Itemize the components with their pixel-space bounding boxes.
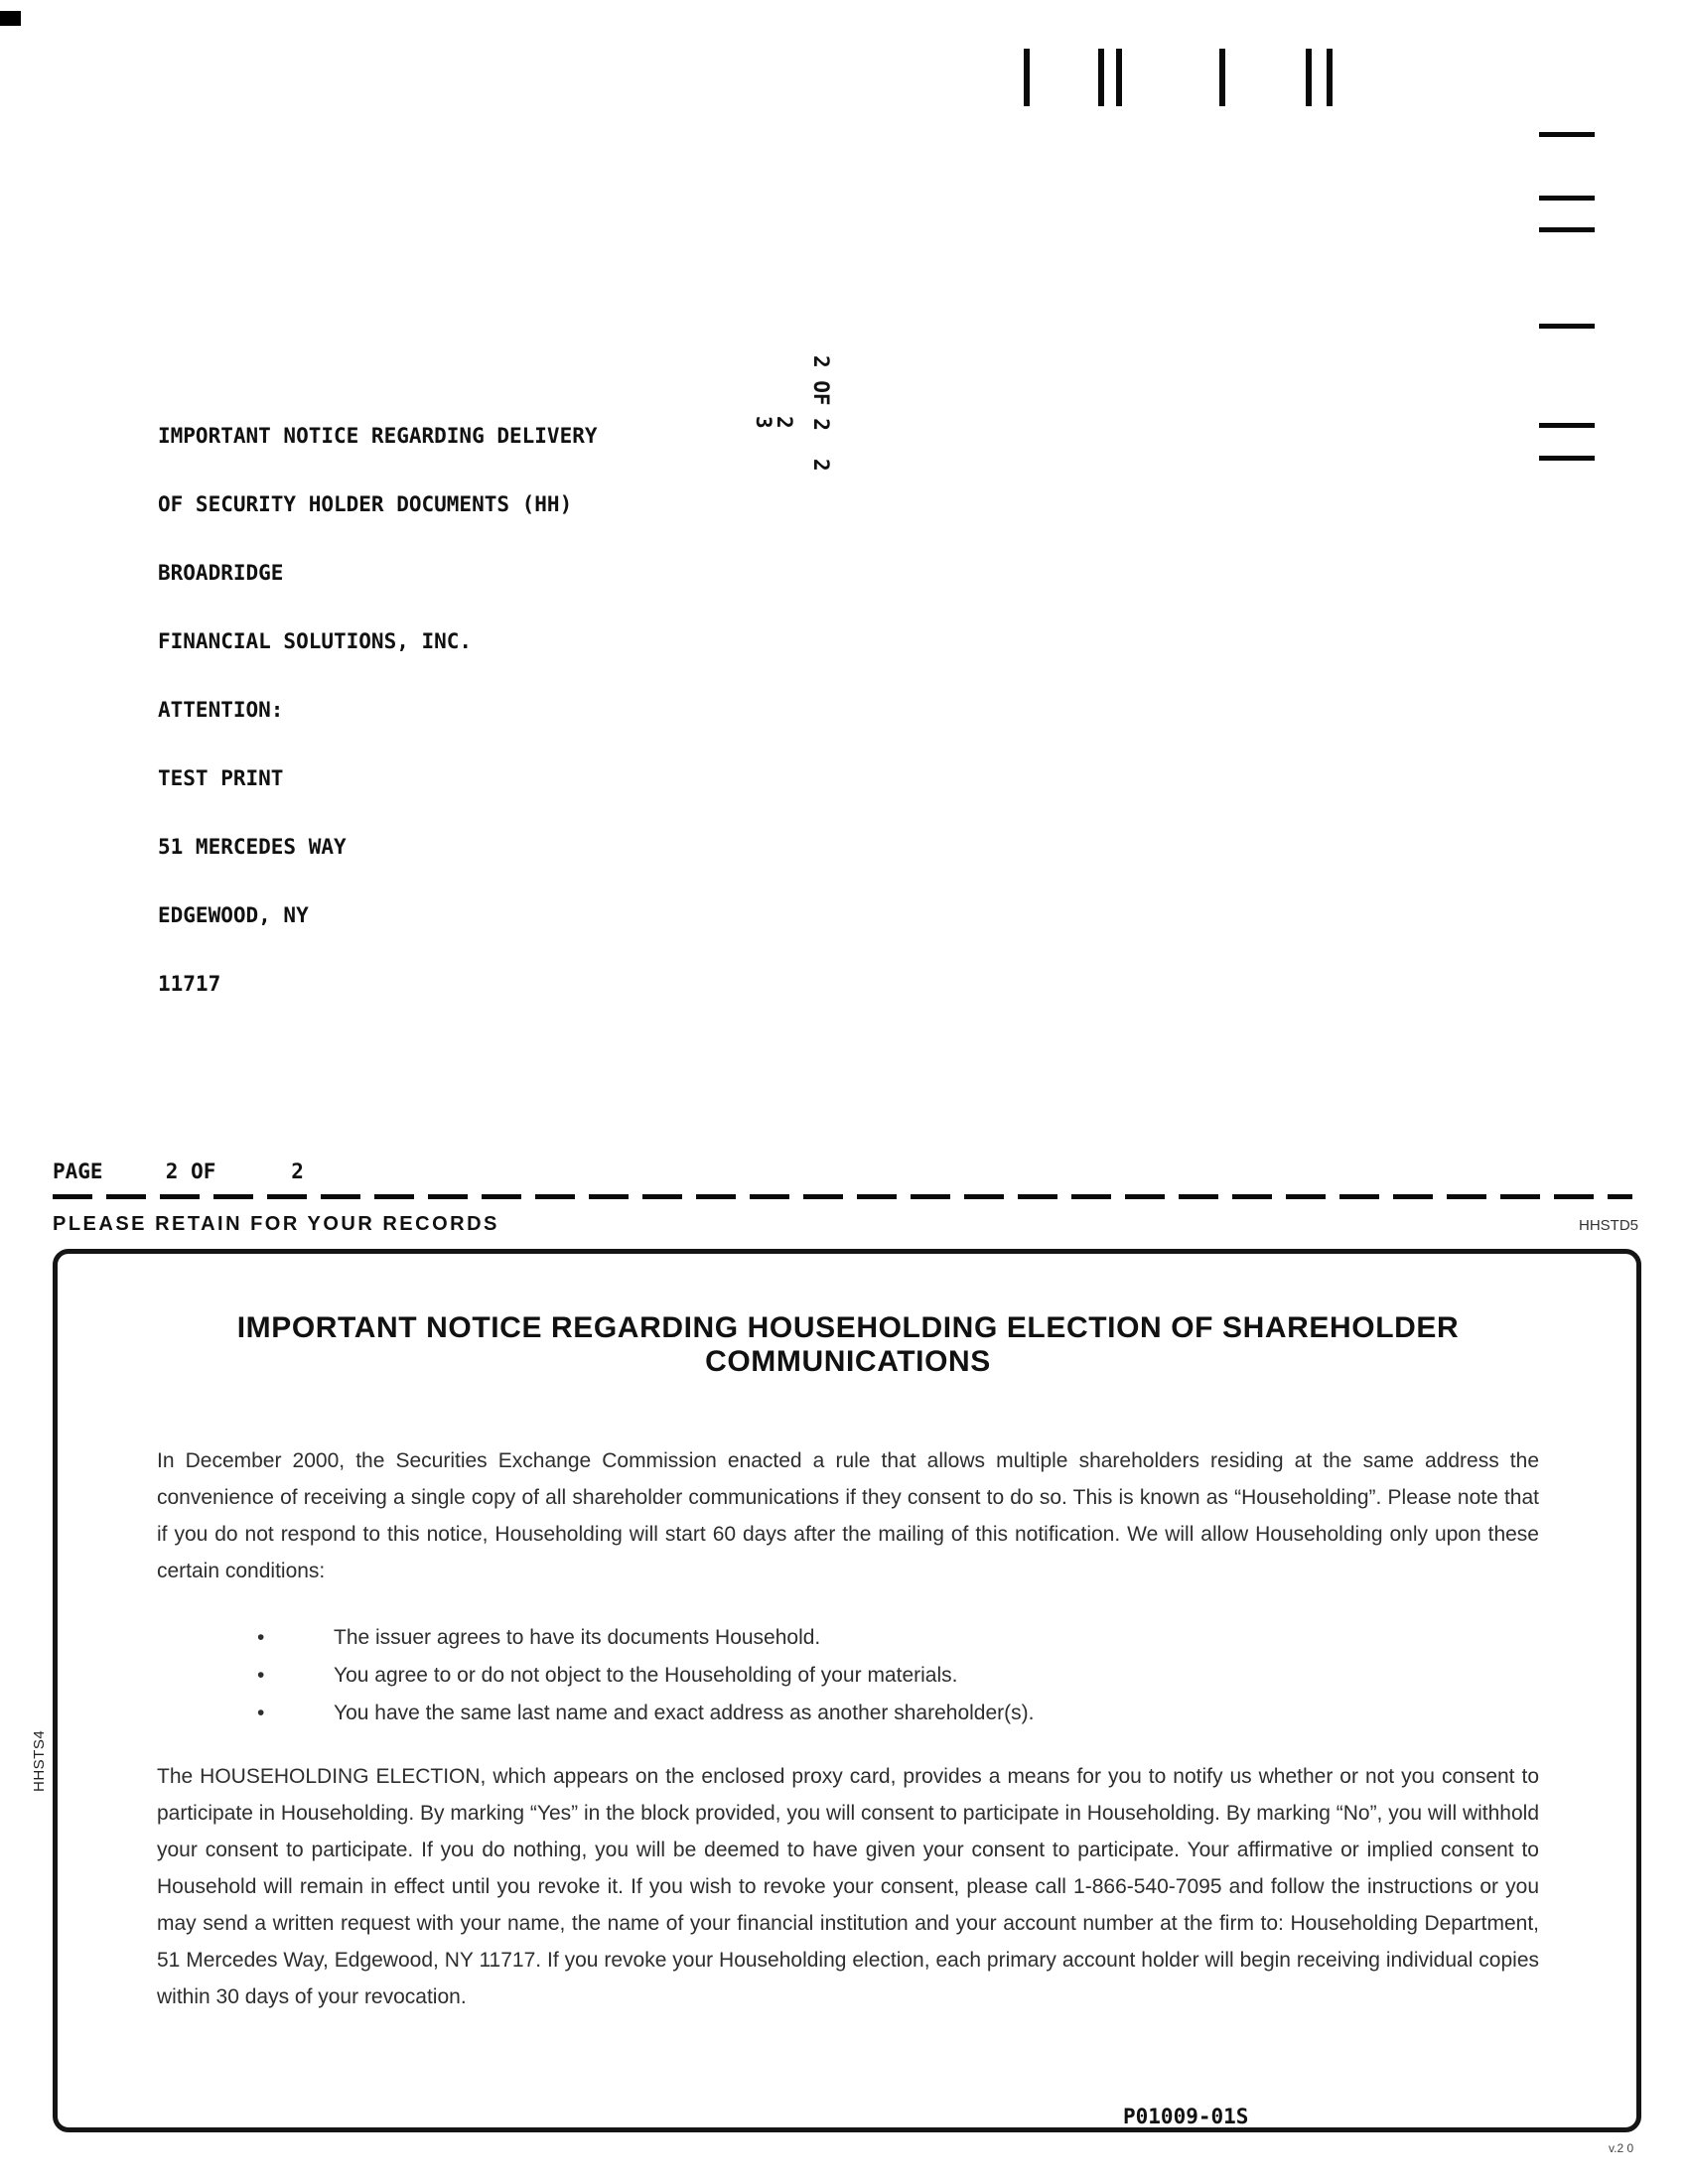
list-item-text: The issuer agrees to have its documents Household.: [334, 1626, 821, 1649]
printer-mark: 3: [752, 416, 775, 429]
form-code: HHSTD5: [1578, 1217, 1638, 1234]
printer-mark: 2: [773, 416, 796, 429]
address-line: BROADRIDGE: [158, 561, 284, 585]
alignment-dash: [1539, 196, 1595, 201]
list-item: [257, 1695, 1539, 1732]
alignment-dash: [1539, 324, 1595, 329]
list-item: [257, 1619, 1539, 1657]
side-form-code: HHSTS4: [31, 1729, 48, 1792]
page-number-line: PAGE 2 OF 2: [53, 1160, 304, 1183]
mailing-address-block: [158, 379, 598, 1041]
list-item: [257, 1657, 1539, 1695]
list-item-text: You have the same last name and exact address as another shareholder(s).: [334, 1702, 1035, 1724]
notice-content: [58, 1254, 1636, 2015]
bullet-icon: [257, 1695, 334, 1732]
alignment-dash: [1539, 227, 1595, 232]
list-item-text: You agree to or do not object to the Householding of your materials.: [334, 1664, 958, 1687]
address-line: EDGEWOOD, NY: [158, 903, 309, 927]
notice-paragraph-2: The HOUSEHOLDING ELECTION, which appears on the enclosed proxy card, provides a means for you to notify us whether or not you consent to participate in Householding. By marking “Yes” in the block provided, you will consent to participate in Householding. By marking “No”, you will withhold your consent to participate. If you do nothing, you will be deemed to have given your consent to participate. Your affirmative or implied consent to Household will remain in effect until you revoke it. If you wish to revoke your consent, please call 1-866-540-7095 and follow the instructions or you may send a written request with your name, the name of your financial institution and your account number at the firm to: Householding Department, 51 Mercedes Way, Edgewood, NY 11717. If you revoke your Householding election, each primary account holder will begin receiving individual copies within 30 days of your revocation.: [157, 1765, 1539, 2008]
printer-mark: 2: [809, 459, 833, 472]
barcode-bar: [1219, 49, 1225, 106]
version-label: v.2 0: [1609, 2141, 1634, 2155]
bullet-icon: [257, 1619, 334, 1657]
perforation-dashed-line: [53, 1194, 1632, 1199]
retain-for-records-label: PLEASE RETAIN FOR YOUR RECORDS: [53, 1213, 499, 1235]
address-line: 11717: [158, 972, 221, 996]
alignment-dash: [1539, 132, 1595, 137]
address-line: IMPORTANT NOTICE REGARDING DELIVERY: [158, 424, 598, 448]
address-line: TEST PRINT: [158, 766, 284, 790]
barcode-bar: [1306, 49, 1312, 106]
barcode-bar: [1327, 49, 1333, 106]
notice-paragraph-1: In December 2000, the Securities Exchange Commission enacted a rule that allows multiple shareholders residing at the same address the convenience of receiving a single copy of all shareholder communications if they consent to do so. This is known as “Householding”. Please note that if you do not respond to this notice, Householding will start 60 days after the mailing of this notification. We will allow Householding only upon these certain conditions:: [157, 1449, 1539, 1582]
alignment-dash: [1539, 423, 1595, 428]
document-code: P01009-01S: [1123, 2105, 1249, 2128]
barcode-bar: [1116, 49, 1122, 106]
barcode-bar: [1098, 49, 1104, 106]
barcode-bar: [1024, 49, 1030, 106]
notice-title: IMPORTANT NOTICE REGARDING HOUSEHOLDING ELECTION OF SHAREHOLDER COMMUNICATIONS: [236, 1311, 1460, 1378]
printer-mark-page-count: 2 OF 2: [809, 355, 833, 431]
address-line: ATTENTION:: [158, 698, 284, 722]
registration-mark: [0, 11, 21, 26]
bullet-icon: [257, 1657, 334, 1695]
conditions-list: [157, 1619, 1539, 1732]
address-line: 51 MERCEDES WAY: [158, 835, 347, 859]
address-line: OF SECURITY HOLDER DOCUMENTS (HH): [158, 492, 573, 516]
householding-notice-box: [53, 1249, 1641, 2132]
address-line: FINANCIAL SOLUTIONS, INC.: [158, 629, 473, 653]
alignment-dash: [1539, 456, 1595, 461]
